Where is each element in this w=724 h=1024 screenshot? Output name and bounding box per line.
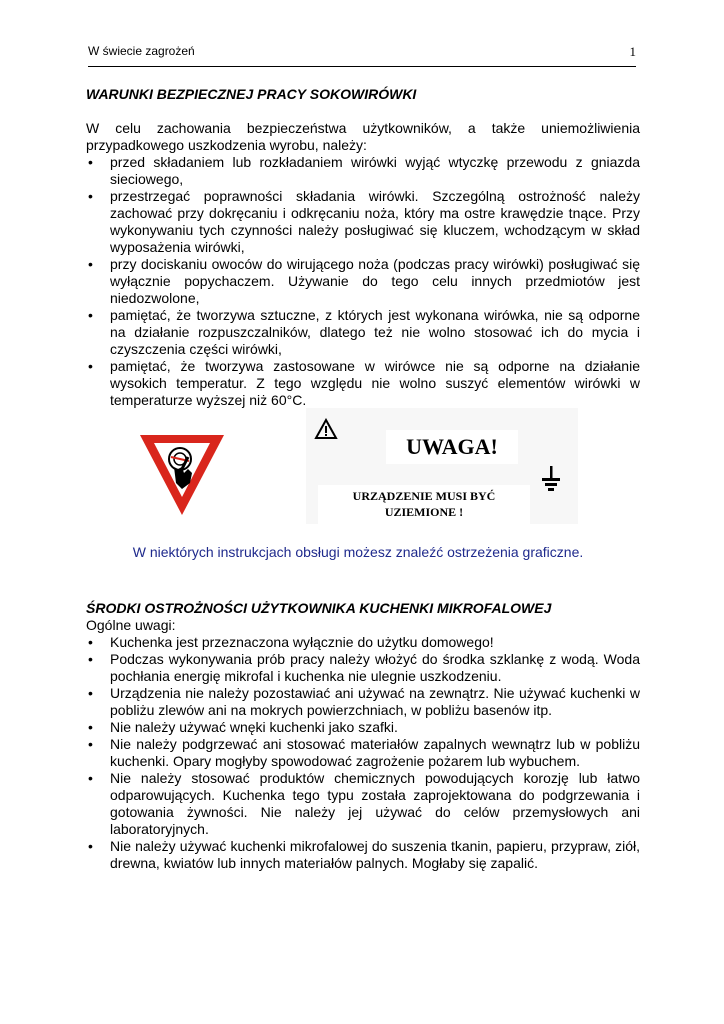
warning-triangle-icon	[314, 418, 338, 440]
grounding-line-1: URZĄDZENIE MUSI BYĆ	[352, 489, 496, 503]
hand-danger-triangle-icon	[138, 433, 226, 517]
microwave-heading: ŚRODKI OSTROŻNOŚCI UŻYTKOWNIKA KUCHENKI MIKROFALOWEJ	[86, 600, 552, 616]
list-item: • Urządzenia nie należy pozostawiać ani używać na zewnątrz. Nie używać kuchenki w pobliżu zlewów ani na mokrych powierzchniach, w pobliżu basenów itp.	[86, 685, 640, 719]
graphics-caption: W niektórych instrukcjach obsługi możesz znaleźć ostrzeżenia graficzne.	[132, 544, 584, 560]
header-title: W świecie zagrożeń	[88, 44, 195, 58]
list-item: • Kuchenka jest przeznaczona wyłącznie do użytku domowego!	[86, 634, 640, 651]
list-item: • Podczas wykonywania prób pracy należy włożyć do środka szklankę z wodą. Woda pochłania energię mikrofal i kuchenka nie ulegnie uszkodzeniu.	[86, 651, 640, 685]
juicer-intro: W celu zachowania bezpieczeństwa użytkowników, a także uniemożliwienia przypadkowego uszkodzenia wyrobu, należy:	[86, 120, 640, 153]
list-item: • przed składaniem lub rozkładaniem wirówki wyjąć wtyczkę przewodu z gniazda sieciowego,	[86, 154, 640, 188]
list-item: • Nie należy stosować produktów chemicznych powodujących korozję lub łatwo odparowujących. Kuchenka tego typu została zaprojektowana do podgrzewania i gotowania żywności. Nie należy jej używać do celów przemysłowych ani laboratoryjnych.	[86, 770, 640, 838]
list-item: • Nie należy używać wnęki kuchenki jako szafki.	[86, 719, 640, 736]
warning-title: UWAGA!	[386, 430, 518, 464]
page-number: 1	[629, 44, 636, 59]
list-item: • pamiętać, że tworzywa sztuczne, z których jest wykonana wirówka, nie są odporne na działanie rozpuszczalników, dlatego też nie wolno stosować ich do mycia i czyszczenia części wirówki,	[86, 307, 640, 358]
juicer-heading: WARUNKI BEZPIECZNEJ PRACY SOKOWIRÓWKI	[86, 86, 417, 102]
grounding-line-2: UZIEMIONE !	[384, 505, 464, 519]
list-item: • pamiętać, że tworzywa zastosowane w wirówce nie są odporne na działanie wysokich temperatur. Z tego względu nie wolno suszyć elementów wirówki w temperaturze wyższej niż 60°C.	[86, 358, 640, 409]
microwave-subheading: Ogólne uwagi:	[86, 617, 176, 633]
grounding-notice	[318, 485, 530, 525]
ground-symbol-icon	[540, 466, 562, 492]
microwave-list	[86, 634, 640, 872]
list-item: • Nie należy podgrzewać ani stosować materiałów zapalnych wewnątrz lub w pobliżu kuchenki. Opary mogłyby spowodować zagrożenie pożarem lub wybuchem.	[86, 736, 640, 770]
list-item: • Nie należy używać kuchenki mikrofalowej do suszenia tkanin, papieru, przypraw, ziół, drewna, kwiatów lub innych materiałów palnych. Mogłaby się zapalić.	[86, 838, 640, 872]
list-item: • przestrzegać poprawności składania wirówki. Szczególną ostrożność należy zachować przy dokręcaniu i odkręcaniu noża, który ma ostre krawędzie tnące. Przy wykonywaniu tych czynności należy posługiwać się kluczem, wchodzącym w skład wyposażenia wirówki,	[86, 188, 640, 256]
list-item: • przy dociskaniu owoców do wirującego noża (podczas pracy wirówki) posługiwać się wyłącznie popychaczem. Używanie do tego celu innych przedmiotów jest niedozwolone,	[86, 256, 640, 307]
microwave-safety-section	[86, 600, 640, 872]
